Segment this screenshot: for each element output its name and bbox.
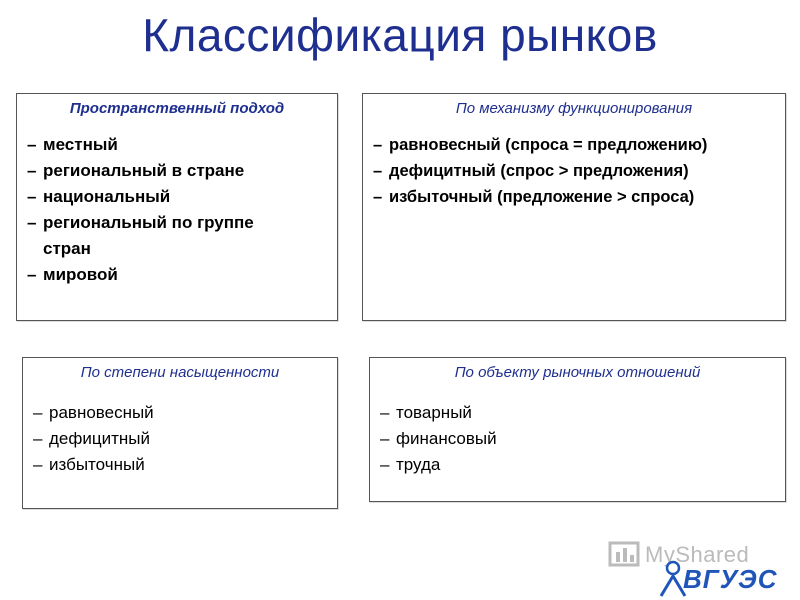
brand-text: ВГУЭС bbox=[683, 564, 778, 594]
list-item: – дефицитный bbox=[33, 429, 150, 448]
box-heading: По механизму функционирования bbox=[455, 100, 693, 117]
list-item: – финансовый bbox=[380, 429, 497, 448]
list-item: – равновесный bbox=[33, 403, 154, 422]
mechanism-box bbox=[362, 93, 786, 321]
list-item: – мировой bbox=[27, 265, 118, 284]
list-item: – избыточный (предложение > спроса) bbox=[373, 188, 695, 206]
watermark-text: MyShared bbox=[645, 542, 750, 567]
list-item: – равновесный (спроса = предложению) bbox=[373, 136, 708, 154]
list-item: – национальный bbox=[27, 187, 171, 206]
item-list bbox=[23, 400, 337, 478]
list-item: – избыточный bbox=[33, 455, 145, 474]
item-list bbox=[363, 132, 785, 210]
logo bbox=[605, 540, 785, 596]
list-item-continuation: стран bbox=[43, 239, 91, 258]
list-item: – местный bbox=[27, 135, 118, 154]
spatial-approach-box bbox=[16, 93, 338, 321]
item-list bbox=[370, 400, 785, 478]
saturation-box bbox=[22, 357, 338, 509]
list-item: – дефицитный (спрос > предложения) bbox=[373, 162, 689, 180]
box-heading: По степени насыщенности bbox=[80, 364, 280, 381]
box-heading: По объекту рыночных отношений bbox=[454, 364, 701, 381]
box-heading: Пространственный подход bbox=[69, 100, 285, 117]
list-item: – региональный в стране bbox=[27, 161, 245, 180]
object-box bbox=[369, 357, 786, 502]
list-item: – региональный по группе bbox=[27, 213, 254, 232]
item-list bbox=[17, 132, 337, 288]
list-item: – труда bbox=[380, 455, 441, 474]
chart-icon bbox=[607, 540, 643, 570]
page-title: Классификация рынков bbox=[142, 9, 658, 61]
list-item: – товарный bbox=[380, 403, 472, 422]
